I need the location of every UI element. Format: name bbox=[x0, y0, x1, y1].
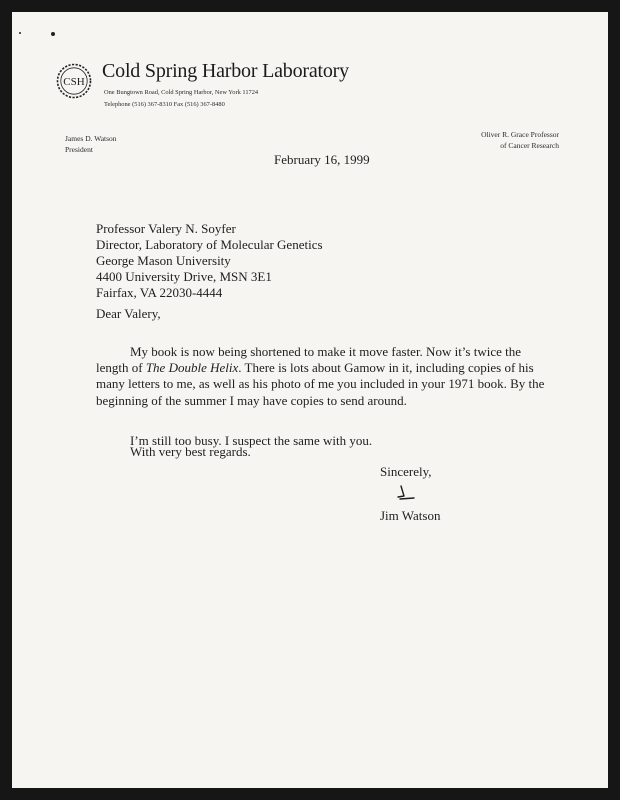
body-line: many letters to me, as well as his photo of me you included in your 1971 book. By the bbox=[96, 376, 545, 392]
org-address: One Bungtown Road, Cold Spring Harbor, New York 11724 bbox=[104, 89, 259, 96]
body-text: . There is lots about Gamow in it, including copies of his bbox=[238, 360, 534, 376]
chair-line1: Oliver R. Grace Professor bbox=[481, 130, 559, 139]
letter-page bbox=[12, 12, 608, 788]
salutation: Dear Valery, bbox=[96, 306, 161, 321]
body-text: length of bbox=[96, 360, 146, 376]
ink-speck bbox=[51, 32, 55, 36]
ink-speck bbox=[19, 32, 21, 34]
sender-name: James D. Watson bbox=[65, 134, 117, 143]
body-text: With very best regards. bbox=[130, 444, 251, 459]
recipient-line: Director, Laboratory of Molecular Genetics bbox=[96, 237, 323, 252]
letter-date: February 16, 1999 bbox=[274, 152, 370, 167]
body-line bbox=[96, 360, 556, 376]
sender-block bbox=[65, 133, 117, 155]
sender-title: President bbox=[65, 145, 93, 154]
body-paragraph-2: I’m still too busy. I suspect the same with you. bbox=[130, 433, 373, 448]
signature-mark bbox=[394, 484, 416, 502]
logo-text: CSH bbox=[63, 76, 85, 88]
recipient-line: George Mason University bbox=[96, 253, 231, 268]
recipient-line: 4400 University Drive, MSN 3E1 bbox=[96, 269, 272, 284]
body-line: beginning of the summer I may have copies to send around. bbox=[96, 392, 407, 408]
chair-line2: of Cancer Research bbox=[500, 141, 559, 150]
org-name: Cold Spring Harbor Laboratory bbox=[102, 60, 349, 82]
org-phone: Telephone (516) 367-8310 Fax (516) 367-8480 bbox=[104, 101, 225, 108]
recipient-line: Fairfax, VA 22030-4444 bbox=[96, 285, 223, 300]
body-paragraph-3 bbox=[130, 436, 251, 459]
recipient-address bbox=[96, 221, 323, 301]
book-title: The Double Helix bbox=[145, 360, 239, 376]
body-line: My book is now being shortened to make it move faster. Now it’s twice the bbox=[130, 344, 522, 359]
body-paragraph-1 bbox=[96, 344, 556, 409]
signer-name: Jim Watson bbox=[380, 508, 441, 523]
csh-logo bbox=[56, 63, 92, 99]
chair-block bbox=[481, 129, 559, 151]
closing: Sincerely, bbox=[380, 464, 432, 479]
recipient-name: Professor Valery N. Soyfer bbox=[96, 221, 236, 236]
